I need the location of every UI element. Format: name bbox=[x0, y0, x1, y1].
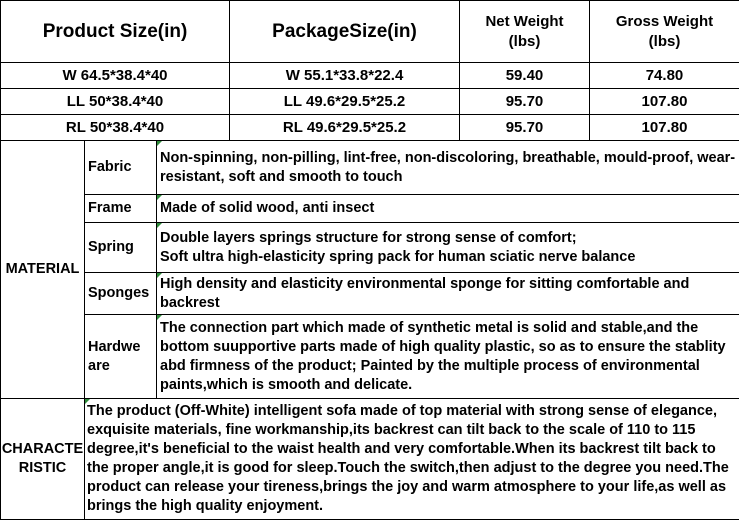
material-row-frame bbox=[1, 195, 739, 223]
material-section-label: MATERIAL bbox=[1, 141, 85, 399]
package-size-cell: LL 49.6*29.5*25.2 bbox=[230, 89, 460, 115]
gross-weight-header-line2: (lbs) bbox=[648, 32, 681, 50]
material-row-hardware bbox=[1, 315, 739, 399]
material-table bbox=[0, 140, 739, 520]
hardware-label-line1: Hardwe bbox=[88, 338, 141, 355]
hardware-label bbox=[85, 315, 157, 399]
frame-label: Frame bbox=[85, 195, 157, 223]
size-table bbox=[0, 0, 739, 141]
characteristic-row bbox=[1, 399, 739, 520]
gross-weight-cell: 107.80 bbox=[590, 89, 739, 115]
material-row-sponges bbox=[1, 273, 739, 315]
hardware-description: The connection part which made of synthetic metal is solid and stable,and the bottom suupportive parts made of high quality plastic, so as to ensure the stablity abd firmness of the product; Painted by the multiple process of environmental paints,which is smooth and delicate. bbox=[157, 315, 739, 399]
net-weight-cell: 95.70 bbox=[460, 89, 590, 115]
characteristic-description: The product (Off-White) intelligent sofa made of top material with strong sense of elegance, exquisite materials, fine workmanship,its backrest can tilt back to the scale of 110 to 115 degree,it's beneficial to the waist health and very comfortable.When its backrest tilt back to the proper angle,it is good for sleep.Touch the switch,then adjust to the degree you need.The product can release your tireness,brings the joy and warm atmosphere to your life,as well as brings the high quality enjoyment. bbox=[85, 399, 739, 520]
size-table-header-row bbox=[1, 1, 739, 63]
fabric-label: Fabric bbox=[85, 141, 157, 195]
spring-description-line1: Double layers springs structure for strong sense of comfort; bbox=[160, 229, 577, 246]
hardware-label-line2: are bbox=[88, 357, 110, 374]
package-size-header: PackageSize(in) bbox=[230, 1, 460, 63]
table-row bbox=[1, 89, 739, 115]
package-size-cell: RL 49.6*29.5*25.2 bbox=[230, 115, 460, 141]
material-row-spring bbox=[1, 223, 739, 273]
spring-label: Spring bbox=[85, 223, 157, 273]
characteristic-section-label bbox=[1, 399, 85, 520]
net-weight-cell: 59.40 bbox=[460, 63, 590, 89]
table-row bbox=[1, 63, 739, 89]
net-weight-cell: 95.70 bbox=[460, 115, 590, 141]
product-size-cell: LL 50*38.4*40 bbox=[1, 89, 230, 115]
product-size-cell: RL 50*38.4*40 bbox=[1, 115, 230, 141]
product-size-header: Product Size(in) bbox=[1, 1, 230, 63]
product-size-cell: W 64.5*38.4*40 bbox=[1, 63, 230, 89]
characteristic-label-line1: CHARACTE bbox=[1, 441, 84, 457]
frame-description: Made of solid wood, anti insect bbox=[157, 195, 739, 223]
sponges-description: High density and elasticity environmental sponge for sitting comfortable and backrest bbox=[157, 273, 739, 315]
sponges-label: Sponges bbox=[85, 273, 157, 315]
spring-description-line2: Soft ultra high-elasticity spring pack for human sciatic nerve balance bbox=[160, 248, 636, 265]
package-size-cell: W 55.1*33.8*22.4 bbox=[230, 63, 460, 89]
gross-weight-cell: 107.80 bbox=[590, 115, 739, 141]
table-row bbox=[1, 115, 739, 141]
net-weight-header bbox=[460, 1, 590, 63]
spring-description bbox=[157, 223, 739, 273]
characteristic-label-line2: RISTIC bbox=[18, 460, 67, 476]
gross-weight-cell: 74.80 bbox=[590, 63, 739, 89]
gross-weight-header-line1: Gross Weight bbox=[615, 12, 714, 30]
fabric-description: Non-spinning, non-pilling, lint-free, non-discoloring, breathable, mould-proof, wear-resistant, soft and smooth to touch bbox=[157, 141, 739, 195]
net-weight-header-line2: (lbs) bbox=[508, 32, 541, 50]
gross-weight-header bbox=[590, 1, 739, 63]
net-weight-header-line1: Net Weight bbox=[485, 12, 564, 30]
material-row-fabric bbox=[1, 141, 739, 195]
